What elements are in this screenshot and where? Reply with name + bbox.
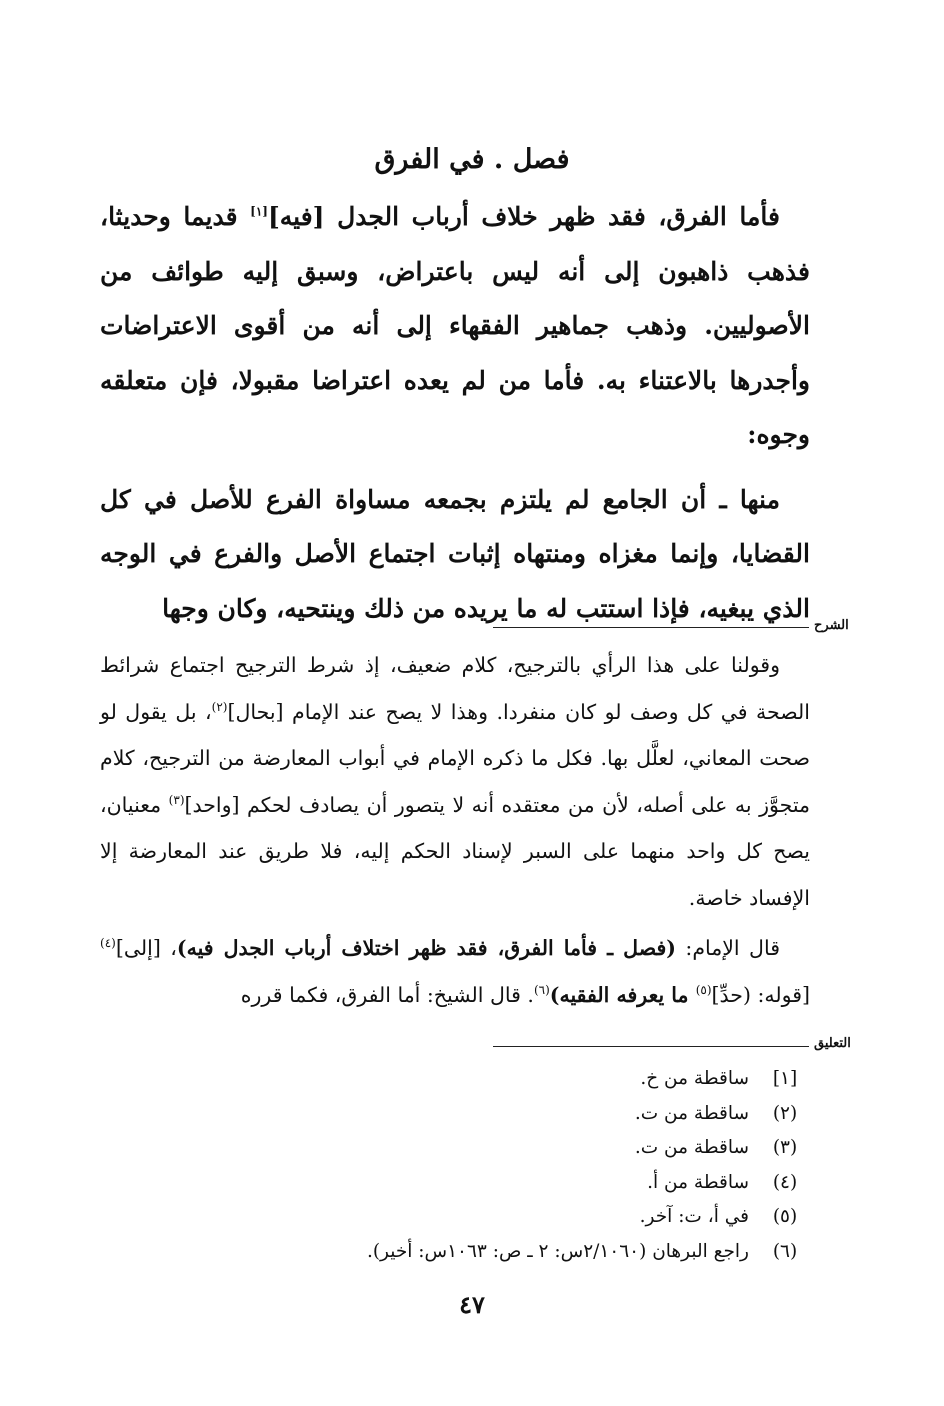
footnote-number: (٣) bbox=[772, 1137, 798, 1158]
commentary-text bbox=[100, 642, 810, 1018]
footnotes bbox=[140, 1062, 805, 1269]
commentary-segment: ، بل يقول لو صحت المعاني، لعلَّل بها. فكل ما ذكره الإمام في أبواب المعارضة من الترجيح، كلام متجوَّز به على أصله، لأن من معتقده أنه لا يتصور أن يصادف لحكم [واحد] bbox=[100, 699, 810, 817]
footnote-item bbox=[140, 1131, 805, 1166]
footnote-item bbox=[140, 1097, 805, 1132]
commentary-segment: . قال الشيخ: أما الفرق، فكما قرره bbox=[240, 982, 534, 1007]
section-title: فصل . في الفرق bbox=[374, 144, 570, 175]
footnote-ref: (٥) bbox=[695, 982, 712, 997]
main-text bbox=[100, 190, 810, 636]
footnote-ref: [١] bbox=[250, 204, 268, 219]
footnote-item bbox=[140, 1235, 805, 1270]
footnote-item bbox=[140, 1062, 805, 1097]
footnote-text: ساقطة من ت. bbox=[634, 1137, 749, 1158]
footnote-text: راجع البرهان (٢/١٠٦٠س: ٢ ـ ص: ١٠٦٣س: أخير). bbox=[366, 1240, 749, 1262]
commentary-segment: وقولنا على هذا الرأي بالترجيح، كلام ضعيف، إذ شرط الترجيح اجتماع شرائط الصحة في كل وصف لو كان منفردا. وهذا لا يصح عند الإمام [بحال] bbox=[100, 653, 810, 724]
quoted-text: (فصل ـ فأما الفرق، فقد ظهر اختلاف أرباب الجدل فيه) bbox=[176, 936, 676, 960]
footnote-number: (٤) bbox=[772, 1171, 798, 1193]
footnote-text: في أ، ت: آخر. bbox=[639, 1206, 749, 1227]
footnote-ref: (٤) bbox=[100, 936, 116, 951]
commentary-label: الشرح bbox=[814, 618, 849, 633]
footnote-number: (٦) bbox=[772, 1240, 798, 1262]
main-text-segment: فأما الفرق، فقد ظهر خلاف أرباب الجدل [فيه] bbox=[267, 202, 780, 231]
commentary-paragraph bbox=[100, 642, 810, 921]
notes-label: التعليق bbox=[814, 1036, 851, 1051]
notes-separator bbox=[493, 1046, 809, 1047]
page-number: ٤٧ bbox=[459, 1290, 485, 1319]
commentary-segment: [قوله: (حدِّ] bbox=[711, 982, 810, 1007]
footnote-number: (٢) bbox=[772, 1102, 798, 1124]
footnote-number: (٥) bbox=[772, 1206, 798, 1227]
quoted-text: ما يعرفه الفقيه) bbox=[549, 982, 696, 1007]
main-paragraph: منها ـ أن الجامع لم يلتزم بجمعه مساواة الفرع للأصل في كل القضايا، وإنما مغزاه ومنتهاه إثبات اجتماع الأصل والفرع في الوجه الذي يبغيه، فإذا استتب له ما يريده من ذلك وينتحيه، وكان وجها bbox=[100, 484, 810, 623]
footnote-text: ساقطة من أ. bbox=[647, 1171, 749, 1193]
footnote-ref: (٢) bbox=[211, 699, 228, 714]
commentary-segment: قال الإمام: bbox=[675, 936, 780, 960]
main-paragraph bbox=[100, 190, 810, 463]
main-text-segment: قديما وحديثا، فذهب ذاهبون إلى أنه ليس باعتراض، وسبق إليه طوائف من الأصوليين. وذهب جماهير الفقهاء إلى أنه من أقوى الاعتراضات وأجدرها بالاعتناء به. فأما من لم يعده اعتراضا مقبولا، فإن متعلقه وجوه: bbox=[100, 202, 810, 449]
commentary-segment: معنيان، يصح كل واحد منهما على السبر لإسناد الحكم إليه، فلا طريق عند المعارضة إلا الإفساد خاصة. bbox=[100, 792, 810, 910]
footnote-item bbox=[140, 1200, 805, 1235]
footnote-text: ساقطة من خ. bbox=[640, 1068, 749, 1089]
footnote-ref: (٦) bbox=[533, 982, 550, 997]
footnote-number: [١] bbox=[772, 1068, 798, 1089]
commentary-paragraph bbox=[100, 925, 810, 1018]
commentary-separator bbox=[493, 627, 809, 628]
footnote-item bbox=[140, 1166, 805, 1201]
commentary-segment: ، [إلى] bbox=[115, 936, 177, 960]
footnote-ref: (٣) bbox=[168, 792, 185, 807]
footnote-text: ساقطة من ت. bbox=[634, 1102, 749, 1124]
